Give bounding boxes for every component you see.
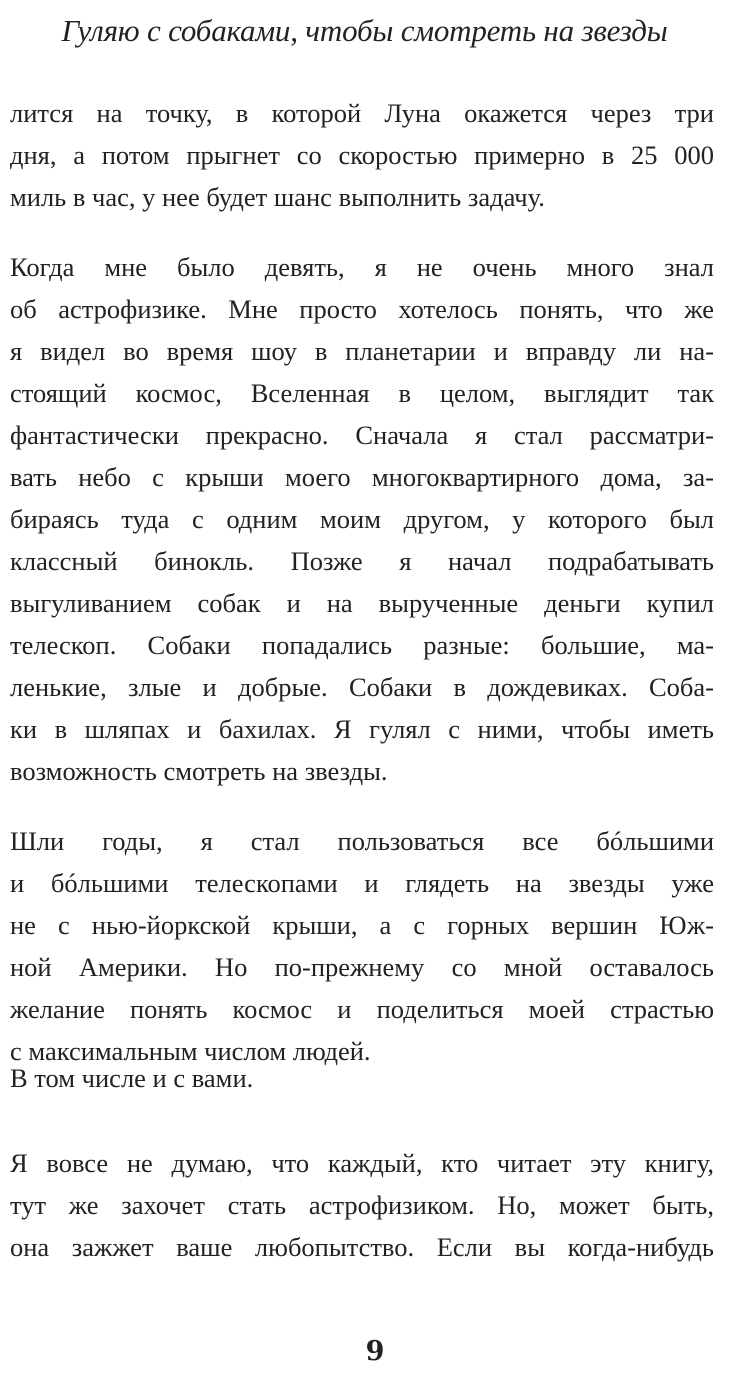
text-line: Шли годы, я стал пользоваться все бóльшими bbox=[10, 826, 714, 856]
paragraph bbox=[10, 246, 714, 792]
text-line: ленькие, злые и добрые. Собаки в дождевиках. Соба- bbox=[10, 672, 714, 702]
text-line: Я вовсе не думаю, что каждый, кто читает эту книгу, bbox=[10, 1148, 714, 1178]
text-line: не с нью-йоркской крыши, а с горных вершин Юж- bbox=[10, 910, 714, 940]
text-line: дня, а потом прыгнет со скоростью примерно в 25 000 bbox=[10, 140, 714, 170]
text-line: с максимальным числом людей. bbox=[10, 1036, 371, 1066]
text-line: тут же захочет стать астрофизиком. Но, может быть, bbox=[10, 1190, 714, 1220]
text-line: телескоп. Собаки попадались разные: большие, ма- bbox=[10, 630, 714, 660]
paragraph bbox=[10, 1142, 714, 1268]
text-line: желание понять космос и поделиться моей страстью bbox=[10, 994, 714, 1024]
text-line: выгуливанием собак и на вырученные деньги купил bbox=[10, 588, 714, 618]
text-line: я видел во время шоу в планетарии и вправду ли на- bbox=[10, 336, 714, 366]
text-line: ной Америки. Но по-прежнему со мной оставалось bbox=[10, 952, 714, 982]
text-line: об астрофизике. Мне просто хотелось понять, что же bbox=[10, 294, 714, 324]
text-line: миль в час, у нее будет шанс выполнить задачу. bbox=[10, 182, 545, 212]
text-line: фантастически прекрасно. Сначала я стал рассматри- bbox=[10, 420, 714, 450]
paragraph bbox=[10, 92, 714, 218]
text-line: она зажжет ваше любопытство. Если вы когда-нибудь bbox=[10, 1232, 714, 1262]
running-header: Гуляю с собаками, чтобы смотреть на звезды bbox=[61, 13, 668, 48]
text-line: вать небо с крыши моего многоквартирного дома, за- bbox=[10, 462, 714, 492]
text-line: бираясь туда с одним моим другом, у которого был bbox=[10, 504, 714, 534]
text-line: Когда мне было девять, я не очень много знал bbox=[10, 252, 714, 282]
text-line: классный бинокль. Позже я начал подрабатывать bbox=[10, 546, 714, 576]
text-line: лится на точку, в которой Луна окажется через три bbox=[10, 98, 714, 128]
text-line: ки в шляпах и бахилах. Я гулял с ними, чтобы иметь bbox=[10, 714, 714, 744]
text-line: и бóльшими телескопами и глядеть на звезды уже bbox=[10, 868, 714, 898]
text-line: В том числе и с вами. bbox=[10, 1063, 254, 1093]
page-number: 9 bbox=[365, 1336, 385, 1367]
paragraph bbox=[10, 1057, 714, 1099]
paragraph bbox=[10, 820, 714, 1072]
text-line: стоящий космос, Вселенная в целом, выглядит так bbox=[10, 378, 714, 408]
text-line: возможность смотреть на звезды. bbox=[10, 756, 388, 786]
